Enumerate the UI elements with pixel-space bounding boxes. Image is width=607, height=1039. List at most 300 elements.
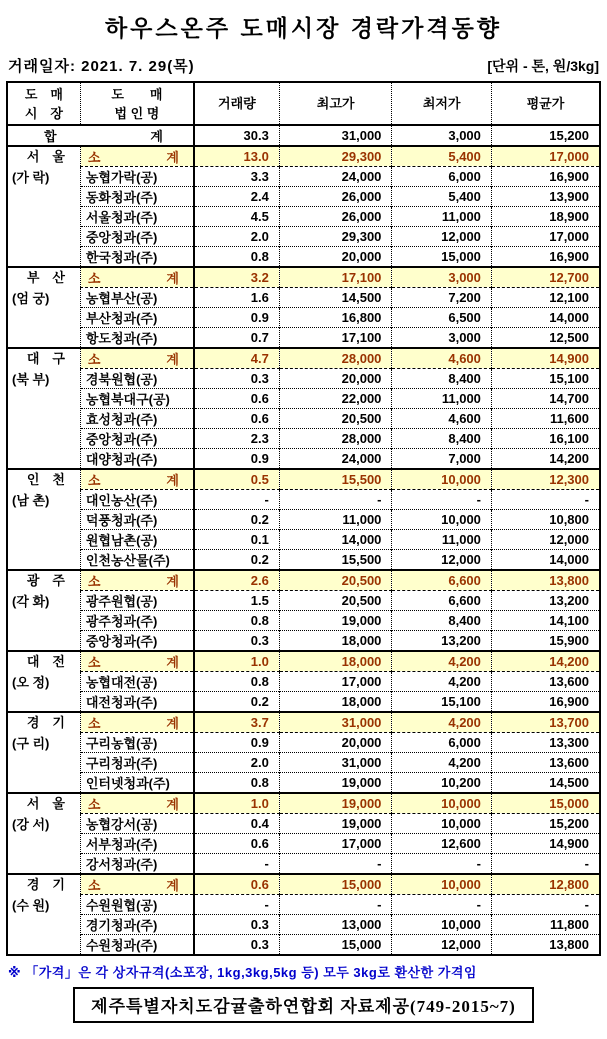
low-cell: 8,400	[392, 369, 492, 389]
low-cell: -	[392, 895, 492, 915]
subtotal-label-cell	[80, 348, 194, 369]
low-cell: 10,000	[392, 510, 492, 530]
high-cell: 18,000	[279, 631, 392, 652]
avg-cell: 13,300	[491, 733, 600, 753]
corp-name-cell: 경기청과(주)	[80, 915, 194, 935]
low-cell: 12,000	[392, 935, 492, 956]
low-cell: 4,200	[392, 712, 492, 733]
volume-cell: -	[194, 854, 279, 875]
volume-cell: 0.2	[194, 510, 279, 530]
subtotal-label-cell	[80, 146, 194, 167]
low-cell: 4,200	[392, 753, 492, 773]
low-cell: 3,000	[392, 267, 492, 288]
avg-cell: 15,000	[491, 793, 600, 814]
high-cell: 31,000	[279, 712, 392, 733]
volume-cell: 0.1	[194, 530, 279, 550]
market-name: 인 천	[26, 472, 65, 487]
corp-name-cell: 경북원협(공)	[80, 369, 194, 389]
market-cell	[7, 651, 80, 712]
corp-name-cell: 농협대전(공)	[80, 672, 194, 692]
volume-cell: 0.9	[194, 449, 279, 470]
trade-date-label: 거래일자: 2021. 7. 29(목)	[8, 58, 195, 75]
corp-name-cell: 수원원협(공)	[80, 895, 194, 915]
market-branch: (오 정)	[12, 675, 50, 690]
subtotal-row	[7, 874, 600, 895]
volume-cell: 0.9	[194, 733, 279, 753]
market-name: 광 주	[26, 573, 65, 588]
subtotal-label-right: 계	[166, 352, 179, 367]
high-cell: 15,000	[279, 874, 392, 895]
table-row	[7, 409, 600, 429]
corp-name-cell: 강서청과(주)	[80, 854, 194, 875]
volume-cell: 0.8	[194, 611, 279, 631]
high-cell: 17,100	[279, 267, 392, 288]
corp-name-cell: 대인농산(주)	[80, 490, 194, 510]
avg-cell: 12,700	[491, 267, 600, 288]
low-cell: 12,000	[392, 227, 492, 247]
high-cell: 26,000	[279, 207, 392, 227]
header-corp-line1: 도 매	[111, 86, 163, 102]
volume-cell: -	[194, 895, 279, 915]
low-cell: 6,600	[392, 591, 492, 611]
table-row	[7, 834, 600, 854]
subtotal-label-left: 소	[87, 271, 101, 286]
avg-cell: 13,900	[491, 187, 600, 207]
corp-name-cell: 부산청과(주)	[80, 308, 194, 328]
avg-cell: 17,000	[491, 227, 600, 247]
high-cell: 17,100	[279, 328, 392, 349]
total-high-cell: 31,000	[279, 125, 392, 146]
low-cell: 6,000	[392, 733, 492, 753]
corp-name-cell: 광주청과(주)	[80, 611, 194, 631]
high-cell: 28,000	[279, 429, 392, 449]
avg-cell: -	[491, 854, 600, 875]
high-cell: 15,500	[279, 550, 392, 571]
subtotal-row	[7, 146, 600, 167]
table-row	[7, 773, 600, 794]
header-market	[7, 82, 80, 125]
avg-cell: 11,600	[491, 409, 600, 429]
avg-cell: 14,200	[491, 651, 600, 672]
header-market-line1: 도 매	[24, 86, 63, 102]
market-cell	[7, 146, 80, 267]
subtotal-label-right: 계	[166, 655, 179, 670]
corp-name-cell: 농협가락(공)	[80, 167, 194, 187]
avg-cell: 12,100	[491, 288, 600, 308]
volume-cell: 3.2	[194, 267, 279, 288]
high-cell: 18,000	[279, 692, 392, 713]
market-name: 경 기	[26, 877, 65, 892]
table-row	[7, 814, 600, 834]
market-name: 서 울	[26, 796, 65, 811]
total-label-right: 계	[150, 129, 163, 144]
market-branch: (남 촌)	[12, 493, 50, 508]
subtotal-label-right: 계	[166, 574, 179, 589]
subtotal-label-left: 소	[87, 797, 101, 812]
avg-cell: 13,600	[491, 753, 600, 773]
market-name: 대 구	[26, 351, 65, 366]
subtotal-row	[7, 651, 600, 672]
subtotal-label-right: 계	[166, 797, 179, 812]
high-cell: 14,500	[279, 288, 392, 308]
avg-cell: -	[491, 490, 600, 510]
volume-cell: 0.6	[194, 874, 279, 895]
volume-cell: 0.3	[194, 369, 279, 389]
subtotal-row	[7, 793, 600, 814]
price-footnote: ※ 「가격」은 각 상자규격(소포장, 1kg,3kg,5kg 등) 모두 3kg로 환산한 가격임	[8, 965, 477, 980]
low-cell: 13,200	[392, 631, 492, 652]
market-name: 서 울	[26, 149, 65, 164]
table-row	[7, 530, 600, 550]
corp-name-cell: 동화청과(주)	[80, 187, 194, 207]
table-row	[7, 328, 600, 349]
low-cell: 8,400	[392, 611, 492, 631]
table-row	[7, 207, 600, 227]
market-branch: (수 원)	[12, 898, 50, 913]
avg-cell: 14,900	[491, 348, 600, 369]
market-cell	[7, 793, 80, 874]
subtotal-row	[7, 469, 600, 490]
high-cell: 17,000	[279, 672, 392, 692]
subtotal-label-right: 계	[166, 878, 179, 893]
header-high: 최고가	[279, 82, 392, 125]
high-cell: 19,000	[279, 773, 392, 794]
subtotal-row	[7, 348, 600, 369]
high-cell: 29,300	[279, 227, 392, 247]
corp-name-cell: 덕풍청과(주)	[80, 510, 194, 530]
header-corp-line2: 법 인 명	[114, 105, 160, 121]
total-label-left: 합	[44, 129, 57, 144]
header-corp	[80, 82, 194, 125]
low-cell: 15,000	[392, 247, 492, 268]
market-branch: (가 락)	[12, 170, 50, 185]
corp-name-cell: 구리청과(주)	[80, 753, 194, 773]
subtotal-label-cell	[80, 469, 194, 490]
low-cell: 11,000	[392, 207, 492, 227]
high-cell: 15,000	[279, 935, 392, 956]
table-body	[7, 125, 600, 955]
low-cell: 4,600	[392, 348, 492, 369]
high-cell: 20,500	[279, 409, 392, 429]
volume-cell: 1.0	[194, 651, 279, 672]
high-cell: 18,000	[279, 651, 392, 672]
corp-name-cell: 인천농산물(주)	[80, 550, 194, 571]
avg-cell: 13,200	[491, 591, 600, 611]
avg-cell: 12,800	[491, 874, 600, 895]
low-cell: 10,000	[392, 915, 492, 935]
table-row	[7, 369, 600, 389]
subtotal-label-left: 소	[87, 574, 101, 589]
low-cell: 5,400	[392, 146, 492, 167]
header-market-line2: 시 장	[24, 105, 63, 121]
high-cell: 11,000	[279, 510, 392, 530]
avg-cell: 13,800	[491, 935, 600, 956]
avg-cell: 16,900	[491, 167, 600, 187]
avg-cell: 11,800	[491, 915, 600, 935]
table-row	[7, 167, 600, 187]
corp-name-cell: 농협강서(공)	[80, 814, 194, 834]
table-row	[7, 733, 600, 753]
market-name: 대 전	[26, 654, 65, 669]
corp-name-cell: 구리농협(공)	[80, 733, 194, 753]
volume-cell: 0.5	[194, 469, 279, 490]
volume-cell: 0.3	[194, 915, 279, 935]
avg-cell: 14,700	[491, 389, 600, 409]
market-name: 부 산	[26, 270, 65, 285]
volume-cell: 0.8	[194, 247, 279, 268]
table-row	[7, 854, 600, 875]
high-cell: 17,000	[279, 834, 392, 854]
volume-cell: 13.0	[194, 146, 279, 167]
subtotal-label-left: 소	[87, 150, 101, 165]
low-cell: 15,100	[392, 692, 492, 713]
total-low-cell: 3,000	[392, 125, 492, 146]
price-table	[6, 81, 601, 956]
table-row	[7, 753, 600, 773]
total-avg-cell: 15,200	[549, 128, 589, 143]
low-cell: -	[392, 490, 492, 510]
table-row	[7, 895, 600, 915]
low-cell: 7,000	[392, 449, 492, 470]
avg-cell: 17,000	[491, 146, 600, 167]
high-cell: 24,000	[279, 167, 392, 187]
high-cell: -	[279, 490, 392, 510]
table-header	[7, 82, 600, 125]
market-branch: (각 화)	[12, 594, 50, 609]
table-row	[7, 550, 600, 571]
corp-name-cell: 중앙청과(주)	[80, 429, 194, 449]
low-cell: 4,600	[392, 409, 492, 429]
corp-name-cell: 서부청과(주)	[80, 834, 194, 854]
volume-cell: 0.8	[194, 672, 279, 692]
subtotal-label-left: 소	[87, 473, 101, 488]
volume-cell: 2.3	[194, 429, 279, 449]
volume-cell: 1.5	[194, 591, 279, 611]
market-branch: (강 서)	[12, 817, 50, 832]
corp-name-cell: 인터넷청과(주)	[80, 773, 194, 794]
subtotal-row	[7, 570, 600, 591]
table-row	[7, 591, 600, 611]
low-cell: 11,000	[392, 389, 492, 409]
subtotal-label-right: 계	[166, 473, 179, 488]
low-cell: 3,000	[392, 328, 492, 349]
volume-cell: 0.9	[194, 308, 279, 328]
avg-cell: 14,500	[491, 773, 600, 794]
table-row	[7, 510, 600, 530]
low-cell: 10,000	[392, 814, 492, 834]
avg-cell: 14,900	[491, 834, 600, 854]
avg-cell: 15,100	[491, 369, 600, 389]
subtotal-label-left: 소	[87, 878, 101, 893]
volume-cell: 0.6	[194, 834, 279, 854]
subtotal-row	[7, 712, 600, 733]
corp-name-cell: 농협북대구(공)	[80, 389, 194, 409]
avg-cell: -	[491, 895, 600, 915]
market-branch: (북 부)	[12, 372, 50, 387]
avg-cell: 13,800	[491, 570, 600, 591]
high-cell: 20,500	[279, 591, 392, 611]
volume-cell: 3.7	[194, 712, 279, 733]
subtotal-label-cell	[80, 651, 194, 672]
volume-cell: 0.3	[194, 631, 279, 652]
volume-cell: 0.6	[194, 409, 279, 429]
page-title: 하우스온주 도매시장 경락가격동향	[104, 15, 503, 41]
table-row	[7, 227, 600, 247]
corp-name-cell: 원협남촌(공)	[80, 530, 194, 550]
corp-name-cell: 중앙청과(주)	[80, 631, 194, 652]
subtotal-label-left: 소	[87, 655, 101, 670]
avg-cell: 10,800	[491, 510, 600, 530]
low-cell: 4,200	[392, 672, 492, 692]
market-cell	[7, 348, 80, 469]
low-cell: 12,600	[392, 834, 492, 854]
market-cell	[7, 469, 80, 570]
corp-name-cell: 한국청과(주)	[80, 247, 194, 268]
table-row	[7, 429, 600, 449]
corp-name-cell: 수원청과(주)	[80, 935, 194, 956]
avg-cell: 13,600	[491, 672, 600, 692]
avg-cell: 14,100	[491, 611, 600, 631]
low-cell: 4,200	[392, 651, 492, 672]
table-row	[7, 611, 600, 631]
high-cell: 19,000	[279, 793, 392, 814]
low-cell: 10,000	[392, 793, 492, 814]
high-cell: 15,500	[279, 469, 392, 490]
meta-row	[8, 55, 599, 76]
corp-name-cell: 대양청과(주)	[80, 449, 194, 470]
high-cell: 28,000	[279, 348, 392, 369]
low-cell: -	[392, 854, 492, 875]
unit-label: [단위 - 톤, 원/3kg]	[487, 58, 599, 74]
low-cell: 6,600	[392, 570, 492, 591]
volume-cell: 0.3	[194, 935, 279, 956]
source-box: 제주특별자치도감귤출하연합회 자료제공(749-2015~7)	[73, 987, 534, 1023]
corp-name-cell: 효성청과(주)	[80, 409, 194, 429]
low-cell: 12,000	[392, 550, 492, 571]
total-row	[7, 125, 600, 146]
high-cell: 19,000	[279, 814, 392, 834]
market-name: 경 기	[26, 715, 65, 730]
corp-name-cell: 항도청과(주)	[80, 328, 194, 349]
table-row	[7, 449, 600, 470]
low-cell: 10,000	[392, 469, 492, 490]
volume-cell: 3.3	[194, 167, 279, 187]
volume-cell: 2.0	[194, 227, 279, 247]
subtotal-label-right: 계	[166, 150, 179, 165]
high-cell: 19,000	[279, 611, 392, 631]
low-cell: 10,000	[392, 874, 492, 895]
high-cell: 22,000	[279, 389, 392, 409]
avg-cell: 12,500	[491, 328, 600, 349]
volume-cell: 4.5	[194, 207, 279, 227]
volume-cell: 1.0	[194, 793, 279, 814]
corp-name-cell: 대전청과(주)	[80, 692, 194, 713]
avg-cell: 15,200	[491, 814, 600, 834]
high-cell: 20,000	[279, 369, 392, 389]
subtotal-label-left: 소	[87, 352, 101, 367]
volume-cell: -	[194, 490, 279, 510]
source-row	[6, 987, 601, 1023]
avg-cell: 16,100	[491, 429, 600, 449]
low-cell: 7,200	[392, 288, 492, 308]
avg-cell: 14,000	[491, 308, 600, 328]
total-label-cell	[7, 125, 194, 146]
avg-cell: 15,900	[491, 631, 600, 652]
table-row	[7, 915, 600, 935]
volume-cell: 0.4	[194, 814, 279, 834]
avg-cell: 16,900	[491, 692, 600, 713]
corp-name-cell: 서울청과(주)	[80, 207, 194, 227]
high-cell: -	[279, 854, 392, 875]
total-volume-cell: 30.3	[194, 125, 279, 146]
market-cell	[7, 712, 80, 793]
table-row	[7, 389, 600, 409]
subtotal-label-cell	[80, 874, 194, 895]
low-cell: 6,000	[392, 167, 492, 187]
low-cell: 11,000	[392, 530, 492, 550]
subtotal-label-cell	[80, 712, 194, 733]
high-cell: 20,000	[279, 247, 392, 268]
subtotal-label-right: 계	[166, 716, 179, 731]
avg-cell: 12,000	[491, 530, 600, 550]
volume-cell: 2.0	[194, 753, 279, 773]
market-cell	[7, 874, 80, 955]
subtotal-label-cell	[80, 267, 194, 288]
volume-cell: 0.6	[194, 389, 279, 409]
high-cell: 31,000	[279, 753, 392, 773]
avg-cell: 12,300	[491, 469, 600, 490]
avg-cell: 14,200	[491, 449, 600, 470]
volume-cell: 1.6	[194, 288, 279, 308]
high-cell: 20,500	[279, 570, 392, 591]
table-row	[7, 288, 600, 308]
corp-name-cell: 농협부산(공)	[80, 288, 194, 308]
table-row	[7, 247, 600, 268]
subtotal-label-cell	[80, 570, 194, 591]
high-cell: 26,000	[279, 187, 392, 207]
volume-cell: 4.7	[194, 348, 279, 369]
table-row	[7, 692, 600, 713]
table-row	[7, 631, 600, 652]
volume-cell: 0.7	[194, 328, 279, 349]
market-branch: (엄 궁)	[12, 291, 50, 306]
market-cell	[7, 267, 80, 348]
volume-cell: 0.2	[194, 550, 279, 571]
table-row	[7, 308, 600, 328]
header-volume: 거래량	[194, 82, 279, 125]
avg-cell: 13,700	[491, 712, 600, 733]
high-cell: 13,000	[279, 915, 392, 935]
table-row	[7, 935, 600, 956]
low-cell: 10,200	[392, 773, 492, 794]
header-low: 최저가	[392, 82, 492, 125]
header-avg: 평균가	[491, 82, 600, 125]
high-cell: 20,000	[279, 733, 392, 753]
subtotal-row	[7, 267, 600, 288]
volume-cell: 2.6	[194, 570, 279, 591]
table-row	[7, 672, 600, 692]
avg-cell: 16,900	[491, 247, 600, 268]
high-cell: -	[279, 895, 392, 915]
market-branch: (구 리)	[12, 736, 50, 751]
high-cell: 29,300	[279, 146, 392, 167]
volume-cell: 2.4	[194, 187, 279, 207]
low-cell: 5,400	[392, 187, 492, 207]
table-row	[7, 187, 600, 207]
corp-name-cell: 광주원협(공)	[80, 591, 194, 611]
market-cell	[7, 570, 80, 651]
low-cell: 6,500	[392, 308, 492, 328]
